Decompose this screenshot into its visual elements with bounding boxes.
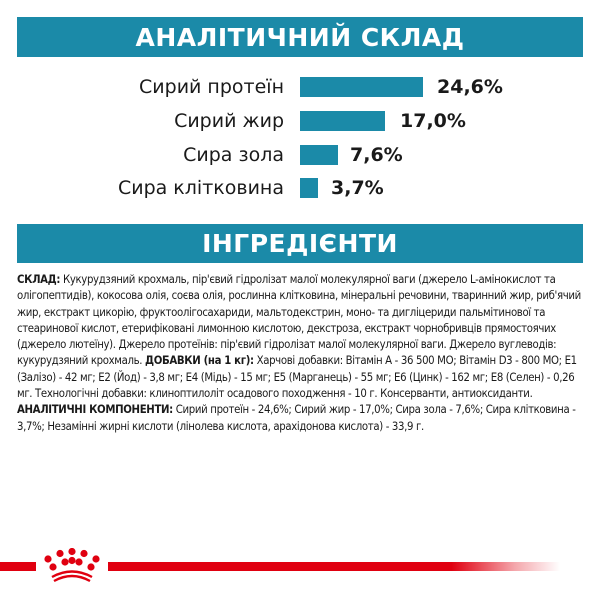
chart-label: Сира зола (183, 144, 284, 166)
brand-line-left (0, 562, 36, 571)
chart-value: 24,6% (437, 76, 503, 98)
chart-row-fiber (0, 177, 600, 199)
chart-label: Сира клітковина (117, 177, 284, 199)
brand-line-right (108, 562, 560, 571)
crown-icon (40, 548, 104, 584)
chart-label: Сирий жир (174, 110, 284, 132)
analytical-components-label: АНАЛІТИЧНІ КОМПОНЕНТИ: (17, 403, 173, 417)
chart-value: 3,7% (331, 177, 384, 199)
chart-row-ash (0, 144, 600, 166)
additives-label: ДОБАВКИ (на 1 кг): (145, 354, 254, 368)
chart-bar (300, 77, 423, 97)
chart-bar (300, 111, 385, 131)
chart-row-protein (0, 76, 600, 98)
composition-label: СКЛАД: (17, 273, 61, 286)
chart-bar (300, 178, 318, 198)
chart-value: 7,6% (350, 144, 403, 166)
chart-label: Сирий протеїн (139, 76, 284, 98)
ingredients-text (17, 272, 583, 435)
ingredients-header: ІНГРЕДІЄНТИ (17, 224, 583, 263)
analytical-composition-header: АНАЛІТИЧНИЙ СКЛАД (17, 17, 583, 57)
composition-text: Кукурудзяний крохмаль, пір'євий гідролізат малої молекулярної ваги (джерело L-амінокислот та олігопептидів), кокосова олія, соєва олія, рослинна клітковина, мінеральні речовини, тваринний жир, риб'ячий жир, екстракт цикорію, фруктоолігосахариди, мальтодекстрин, моно- та дигліцериди пальмітинової та стеаринової кислот, етерифіковані лимонною кислотою, декстроза, екстракт чорнобривців прямостоячих (джерело лютеїну). Джерело протеїнів: пір'євий гідролізат малої молекулярної ваги. Джерело вуглеводів: кукурудзяний крохмаль. (17, 273, 581, 368)
chart-bar (300, 145, 338, 165)
additives-text: Харчові добавки: Вітамін A - 36 500 МО; Вітамін D3 - 800 МО; E1 (Залізо) - 42 мг; E2 (Йод) - 3,8 мг; E4 (Мідь) - 15 мг; E5 (Марганець) - 55 мг; E6 (Цинк) - 162 мг; E8 (Селен) - 0,26 мг. Технологічні добавки: клиноптилоліт осадового походження - 10 г. Консерванти, антиоксиданти. (17, 354, 577, 401)
analytical-components-text: Сирий протеїн - 24,6%; Сирий жир - 17,0%; Сира зола - 7,6%; Сира клітковина - 3,7%; Незамінні жирні кислоти (лінолева кислота, арахідонова кислота) - 33,9 г. (17, 403, 576, 433)
chart-row-fat (0, 110, 600, 132)
chart-value: 17,0% (400, 110, 466, 132)
